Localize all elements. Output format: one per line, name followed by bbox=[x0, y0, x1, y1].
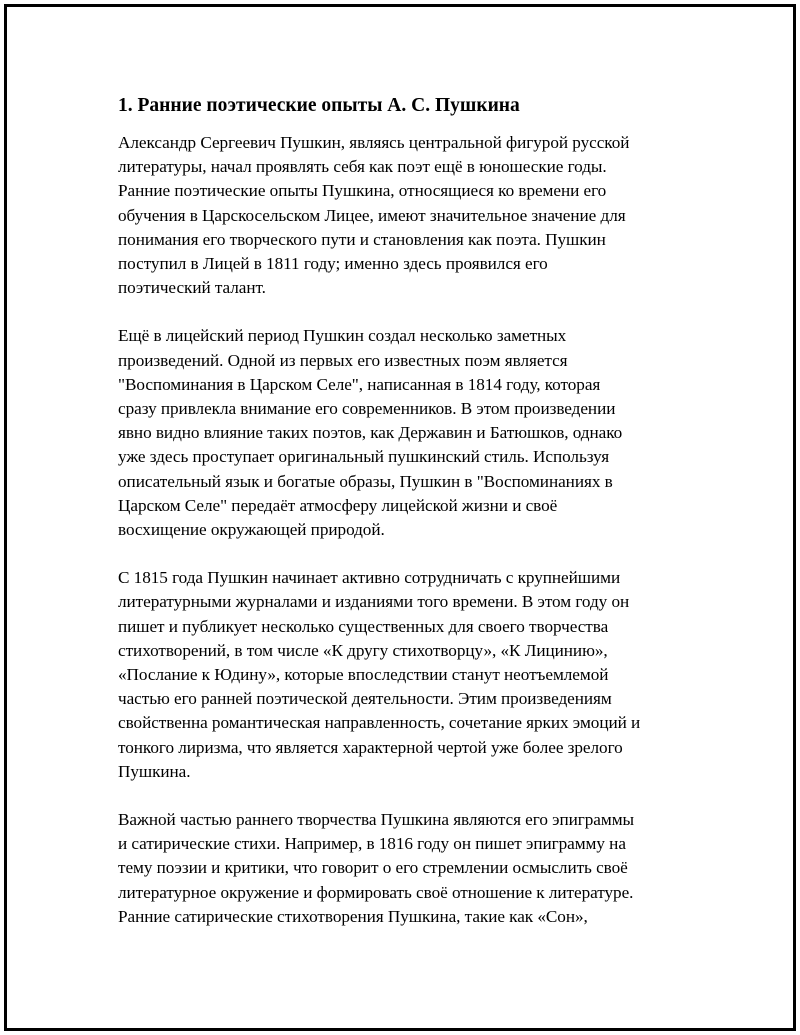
section-heading: 1. Ранние поэтические опыты А. С. Пушкина bbox=[118, 95, 520, 116]
paragraph-epigrams: Важной частью раннего творчества Пушкина являются его эпиграммы и сатирические стихи. Например, в 1816 году он пишет эпиграмму на тему поэзии и критики, что говорит о его стремлении осмыслить своё литературное окружение и формировать своё отношение к литературе. Ранние сатирические стихотворения Пушкина, такие как «Сон», bbox=[118, 810, 635, 926]
paragraph-intro: Александр Сергеевич Пушкин, являясь центральной фигурой русской литературы, начал проявлять себя как поэт ещё в юношеские годы. Ранние поэтические опыты Пушкина, относящиеся ко времени его обучения в Царскосельском Лицее, имеют значительное значение для понимания его творческого пути и становления как поэта. Пушкин поступил в Лицей в 1811 году; именно здесь проявился его поэтический талант. bbox=[118, 133, 630, 298]
paragraph-lyceum-period: Ещё в лицейский период Пушкин создал несколько заметных произведений. Одной из первых его известных поэм является "Воспоминания в Царском Селе", написанная в 1814 году, которая сразу привлекла внимание его современников. В этом произведении явно видно влияние таких поэтов, как Державин и Батюшков, однако уже здесь проступает оригинальный пушкинский стиль. Используя описательный язык и богатые образы, Пушкин в "Воспоминаниях в Царском Селе" передаёт атмосферу лицейской жизни и своё восхищение окружающей природой. bbox=[118, 326, 623, 540]
document-body bbox=[118, 92, 698, 953]
paragraph-1815-works: С 1815 года Пушкин начинает активно сотрудничать с крупнейшими литературными журналами и изданиями того времени. В этом году он пишет и публикует несколько существенных для своего творчества стихотворений, в том числе «К другу стихотворцу», «К Лицинию», «Послание к Юдину», которые впоследствии станут неотъемлемой частью его ранней поэтической деятельности. Этим произведениям свойственна романтическая направленность, сочетание ярких эмоций и тонкого лиризма, что является характерной чертой уже более зрелого Пушкина. bbox=[118, 568, 641, 781]
